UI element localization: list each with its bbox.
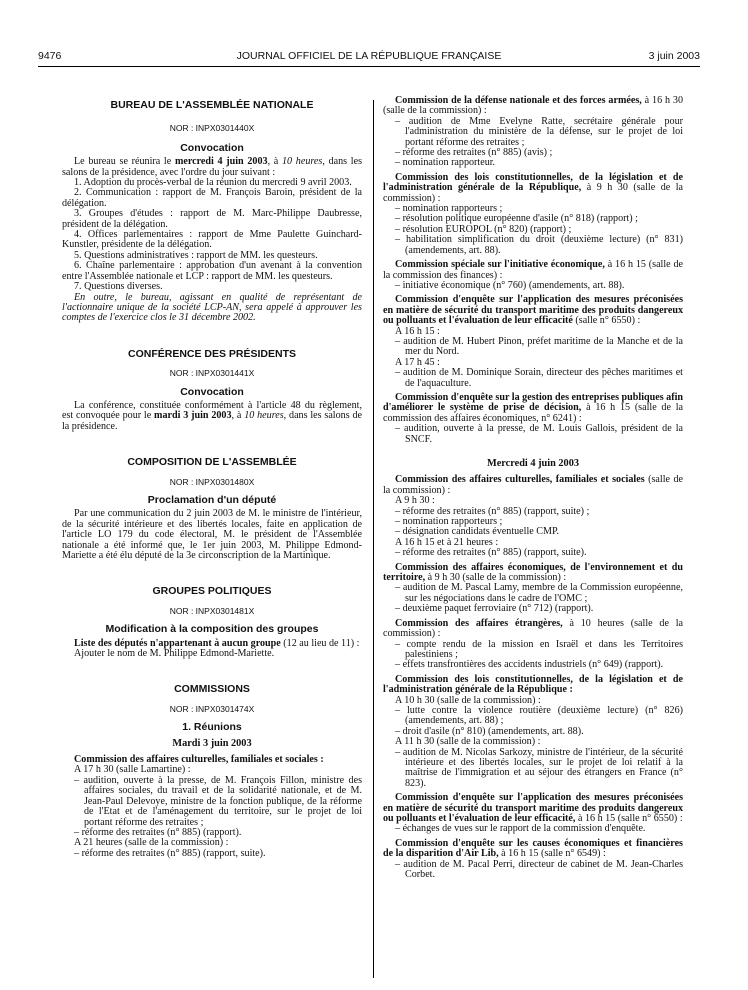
commission-name: Commission des lois constitutionnelles, de la législation et de l'administration générale de la République : (383, 673, 683, 696)
session-time: A 10 h 30 (salle de la commission) : (395, 694, 541, 706)
session-time: A 21 heures (salle de la commission) : (74, 837, 229, 849)
commission-entry: Commission des affaires culturelles, familiales et sociales (salle de la commission) : (383, 474, 683, 496)
list-item: – résolution politique européenne d'asile (n° 818) (rapport) ; (395, 213, 638, 225)
list-item: – compte rendu de la mission en Israël et dans les Territoires palestiniens ; (395, 638, 683, 660)
list-item: – deuxième paquet ferroviaire (n° 712) (rapport). (395, 603, 594, 615)
list-item: – habilitation simplification du droit (deuxième lecture) (n° 831) (amendements, art. 88). (395, 234, 683, 256)
issue-date: 3 juin 2003 (648, 50, 700, 62)
left-column (62, 96, 362, 859)
list-item: – audition de M. Hubert Pinon, préfet maritime de la Manche et de la mer du Nord. (395, 335, 683, 358)
list-item: – nomination rapporteur. (395, 157, 496, 169)
commission-entry: Commission spéciale sur l'initiative économique, à 16 h 15 (salle de la commission des finances) : (383, 259, 683, 281)
list-item: – audition de Mme Evelyne Ratte, secrétaire générale pour l'administration du ministère de la défense, sur le projet de loi portant réforme des retraites ; (395, 115, 683, 148)
commission-entry: Commission des lois constitutionnelles, de la législation et de l'administration générale de la République, à 9 h 30 (salle de la commission) : (383, 171, 683, 204)
session-time: A 16 h 15 et à 21 heures : (395, 536, 499, 548)
agenda-item: 1. Adoption du procès-verbal de la réunion du mercredi 9 avril 2003. (74, 177, 352, 189)
list-item: – échanges de vues sur le rapport de la commission d'enquête. (395, 823, 646, 835)
subsection-title: 1. Réunions (182, 721, 242, 734)
agenda-item: 3. Groupes d'études : rapport de M. Marc-Philippe Daubresse, président de la délégation. (62, 208, 362, 230)
nor-reference: NOR : INPX0301440X (169, 123, 255, 134)
paragraph: En outre, le bureau, agissant en qualité de représentant de l'actionnaire unique de la société LCP-AN, sera appelé à approuver les comptes de l'exercice clos le 31 décembre 2002. (62, 291, 362, 324)
list-item: – réforme des retraites (n° 885) (rapport, suite) ; (395, 505, 590, 517)
page-number: 9476 (38, 50, 62, 62)
session-time: A 17 h 30 (salle Lamartine) : (74, 764, 191, 776)
agenda-item: 4. Offices parlementaires : rapport de Mme Paulette Guinchard-Kunstler, présidente de la délégation. (62, 229, 362, 251)
commission-name: Commission des affaires culturelles, familiales et sociales : (74, 754, 324, 766)
paragraph: La conférence, constituée conformément à l'article 48 du règlement, est convoquée pour le mardi 3 juin 2003, à 10 heures, dans les salons de la présidence. (62, 399, 362, 432)
list-item: – nomination rapporteurs ; (395, 203, 503, 215)
paragraph: Liste des députés n'appartenant à aucun groupe (12 au lieu de 11) : (74, 637, 360, 649)
subsection-title: Proclamation d'un député (147, 493, 277, 506)
session-time: A 11 h 30 (salle de la commission) : (395, 736, 541, 748)
session-time: A 17 h 45 : (395, 356, 440, 368)
column-divider (373, 100, 374, 978)
agenda-item: 7. Questions diverses. (74, 281, 163, 293)
list-item: – droit d'asile (n° 810) (amendements, art. 88). (395, 725, 584, 737)
list-item: – audition de M. Dominique Sorain, directeur des pêches maritimes et de l'aquaculture. (395, 367, 683, 389)
commission-entry: Commission des affaires étrangères, à 10 heures (salle de la commission) : (383, 617, 683, 640)
commission-entry: Commission de la défense nationale et des forces armées, à 16 h 30 (salle de la commission) : (383, 95, 684, 117)
list-item: – audition, ouverte à la presse, de M. Louis Gallois, président de la SNCF. (395, 423, 683, 445)
list-item: – audition, ouverte à la presse, de M. François Fillon, ministre des affaires sociales, du travail et de la solidarité nationale, et de M. Jean-Paul Delevoye, ministre de la fonction publique, de la réforme de l'Etat et de l'aménagement du territoire, sur le projet de loi portant réforme des retraites ; (74, 774, 362, 828)
list-item: – résolution EUROPOL (n° 820) (rapport) ; (395, 223, 572, 235)
section-title: BUREAU DE L'ASSEMBLÉE NATIONALE (110, 99, 314, 111)
paragraph: Ajouter le nom de M. Philippe Edmond-Mariette. (74, 648, 275, 660)
agenda-item: 5. Questions administratives : rapport de MM. les questeurs. (74, 249, 318, 261)
list-item: – réforme des retraites (n° 885) (avis) ; (395, 147, 553, 159)
list-item: – audition de M. Pascal Lamy, membre de la Commission européenne, sur les négociations dans le cadre de l'OMC ; (395, 582, 683, 604)
list-item: – réforme des retraites (n° 885) (rapport). (74, 826, 242, 838)
commission-entry: Commission d'enquête sur l'application des mesures préconisées en matière de sécurité du transport maritime des produits dangereux ou polluants et l'évaluation de leur efficacité (salle n° 6550) : (383, 294, 683, 327)
subsection-title: Convocation (180, 141, 244, 154)
page-header (38, 50, 700, 66)
list-item: – audition de M. Pacal Perri, directeur de cabinet de M. Jean-Charles Corbet. (395, 858, 683, 881)
nor-reference: NOR : INPX0301480X (169, 476, 255, 487)
nor-reference: NOR : INPX0301481X (169, 605, 255, 616)
section-title: COMPOSITION DE L'ASSEMBLÉE (127, 456, 297, 469)
day-heading: Mercredi 4 juin 2003 (487, 458, 579, 469)
header-rule (38, 66, 700, 67)
section-title: GROUPES POLITIQUES (152, 585, 272, 598)
list-item: – désignation candidats éventuelle CMP. (395, 526, 559, 538)
section-title: COMMISSIONS (174, 683, 250, 696)
list-item: – audition de M. Nicolas Sarkozy, ministre de l'intérieur, de la sécurité intérieure et des libertés locales, sur le projet de loi relatif à la maîtrise de l'immigration et au séjour des étrangers en France (n° 823). (395, 746, 683, 789)
session-time: A 9 h 30 : (395, 495, 435, 507)
agenda-item: 2. Communication : rapport de M. François Baroin, président de la délégation. (62, 187, 362, 209)
day-heading: Mardi 3 juin 2003 (172, 737, 252, 749)
subsection-title: Convocation (180, 385, 244, 398)
section-title: CONFÉRENCE DES PRÉSIDENTS (127, 347, 297, 360)
journal-title: JOURNAL OFFICIEL DE LA RÉPUBLIQUE FRANÇAISE (236, 50, 502, 62)
list-item: – nomination rapporteurs ; (395, 516, 503, 528)
list-item: – réforme des retraites (n° 885) (rapport, suite). (74, 847, 266, 859)
session-time: A 16 h 15 : (395, 325, 440, 337)
list-item: – réforme des retraites (n° 885) (rapport, suite). (395, 547, 587, 559)
right-column (383, 96, 683, 880)
agenda-item: 6. Chaîne parlementaire : approbation d'un avenant à la convention entre l'Assemblée nationale et LCP : rapport de MM. les questeurs. (62, 260, 362, 282)
list-item: – effets transfrontières des accidents industriels (n° 649) (rapport). (395, 659, 664, 671)
commission-entry: Commission des affaires économiques, de l'environnement et du territoire, à 9 h 30 (salle de la commission) : (383, 561, 683, 584)
commission-entry: Commission d'enquête sur la gestion des entreprises publiques afin d'améliorer le système de prise de décision, à 16 h 15 (salle de la commission des affaires économiques, n° 6241) : (383, 391, 683, 424)
commission-entry: Commission d'enquête sur l'application des mesures préconisées en matière de sécurité du transport maritime des produits dangereux ou polluants et l'évaluation de leur efficacité, à 16 h 15 (salle n° 6550) : (383, 792, 683, 824)
paragraph: Par une communication du 2 juin 2003 de M. le ministre de l'intérieur, de la sécurité intérieure et des libertés locales, faite en application de l'article LO 179 du code électoral, M. le président de l'Assemblée nationale a été informé que, le 1er juin 2003, M. Philippe Edmond-Mariette a été élu député de la 3e circonscription de la Martinique. (62, 508, 362, 561)
subsection-title: Modification à la composition des groupes (105, 623, 319, 636)
list-item: – lutte contre la violence routière (deuxième lecture) (n° 826) (amendements, art. 88) ; (395, 704, 683, 727)
commission-entry: Commission d'enquête sur les causes économiques et financières de la disparition d'Air Lib, à 16 h 15 (salle n° 6549) : (383, 837, 683, 860)
nor-reference: NOR : INPX0301441X (169, 368, 255, 379)
paragraph: Le bureau se réunira le mercredi 4 juin 2003, à 10 heures, dans les salons de la présidence, avec l'ordre du jour suivant : (62, 156, 363, 178)
nor-reference: NOR : INPX0301474X (169, 703, 255, 714)
list-item: – initiative économique (n° 760) (amendements, art. 88). (395, 279, 625, 291)
